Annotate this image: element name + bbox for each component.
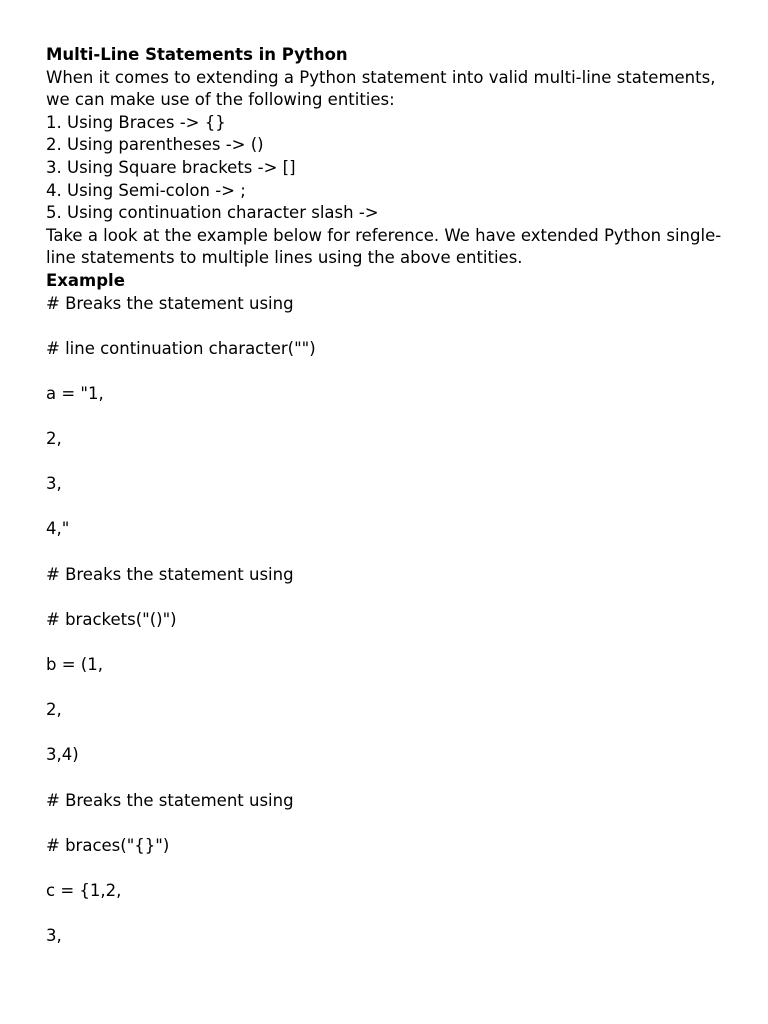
code-line: b = (1, [46,655,103,675]
document-page [46,44,736,970]
code-line: # braces("{}") [46,835,170,855]
intro-paragraph: When it comes to extending a Python statement into valid multi-line statements, we can make use of the following entities: [46,67,721,110]
code-line: # line continuation character("") [46,338,316,358]
list-item: 3. Using Square brackets -> [] [46,157,296,177]
example-heading: Example [46,270,125,290]
code-example [46,293,736,971]
code-line: 3, [46,474,62,494]
code-line: # Breaks the statement using [46,293,294,313]
list-item: 4. Using Semi-colon -> ; [46,180,246,200]
list-item: 1. Using Braces -> {} [46,112,226,132]
entity-list [46,112,736,225]
list-item: 2. Using parentheses -> () [46,135,264,155]
code-line: # Breaks the statement using [46,790,294,810]
code-line: 3,4) [46,745,79,765]
list-item: 5. Using continuation character slash -> [46,203,379,223]
code-line: 3, [46,926,62,946]
code-line: 2, [46,429,62,449]
code-line: # brackets("()") [46,609,177,629]
description-paragraph: Take a look at the example below for reference. We have extended Python single-line statements to multiple lines using the above entities. [46,225,722,268]
code-line: 4," [46,519,70,539]
code-line: # Breaks the statement using [46,564,294,584]
code-line: 2, [46,700,62,720]
code-line: c = {1,2, [46,880,122,900]
document-title: Multi-Line Statements in Python [46,45,348,64]
code-line: a = "1, [46,383,104,403]
